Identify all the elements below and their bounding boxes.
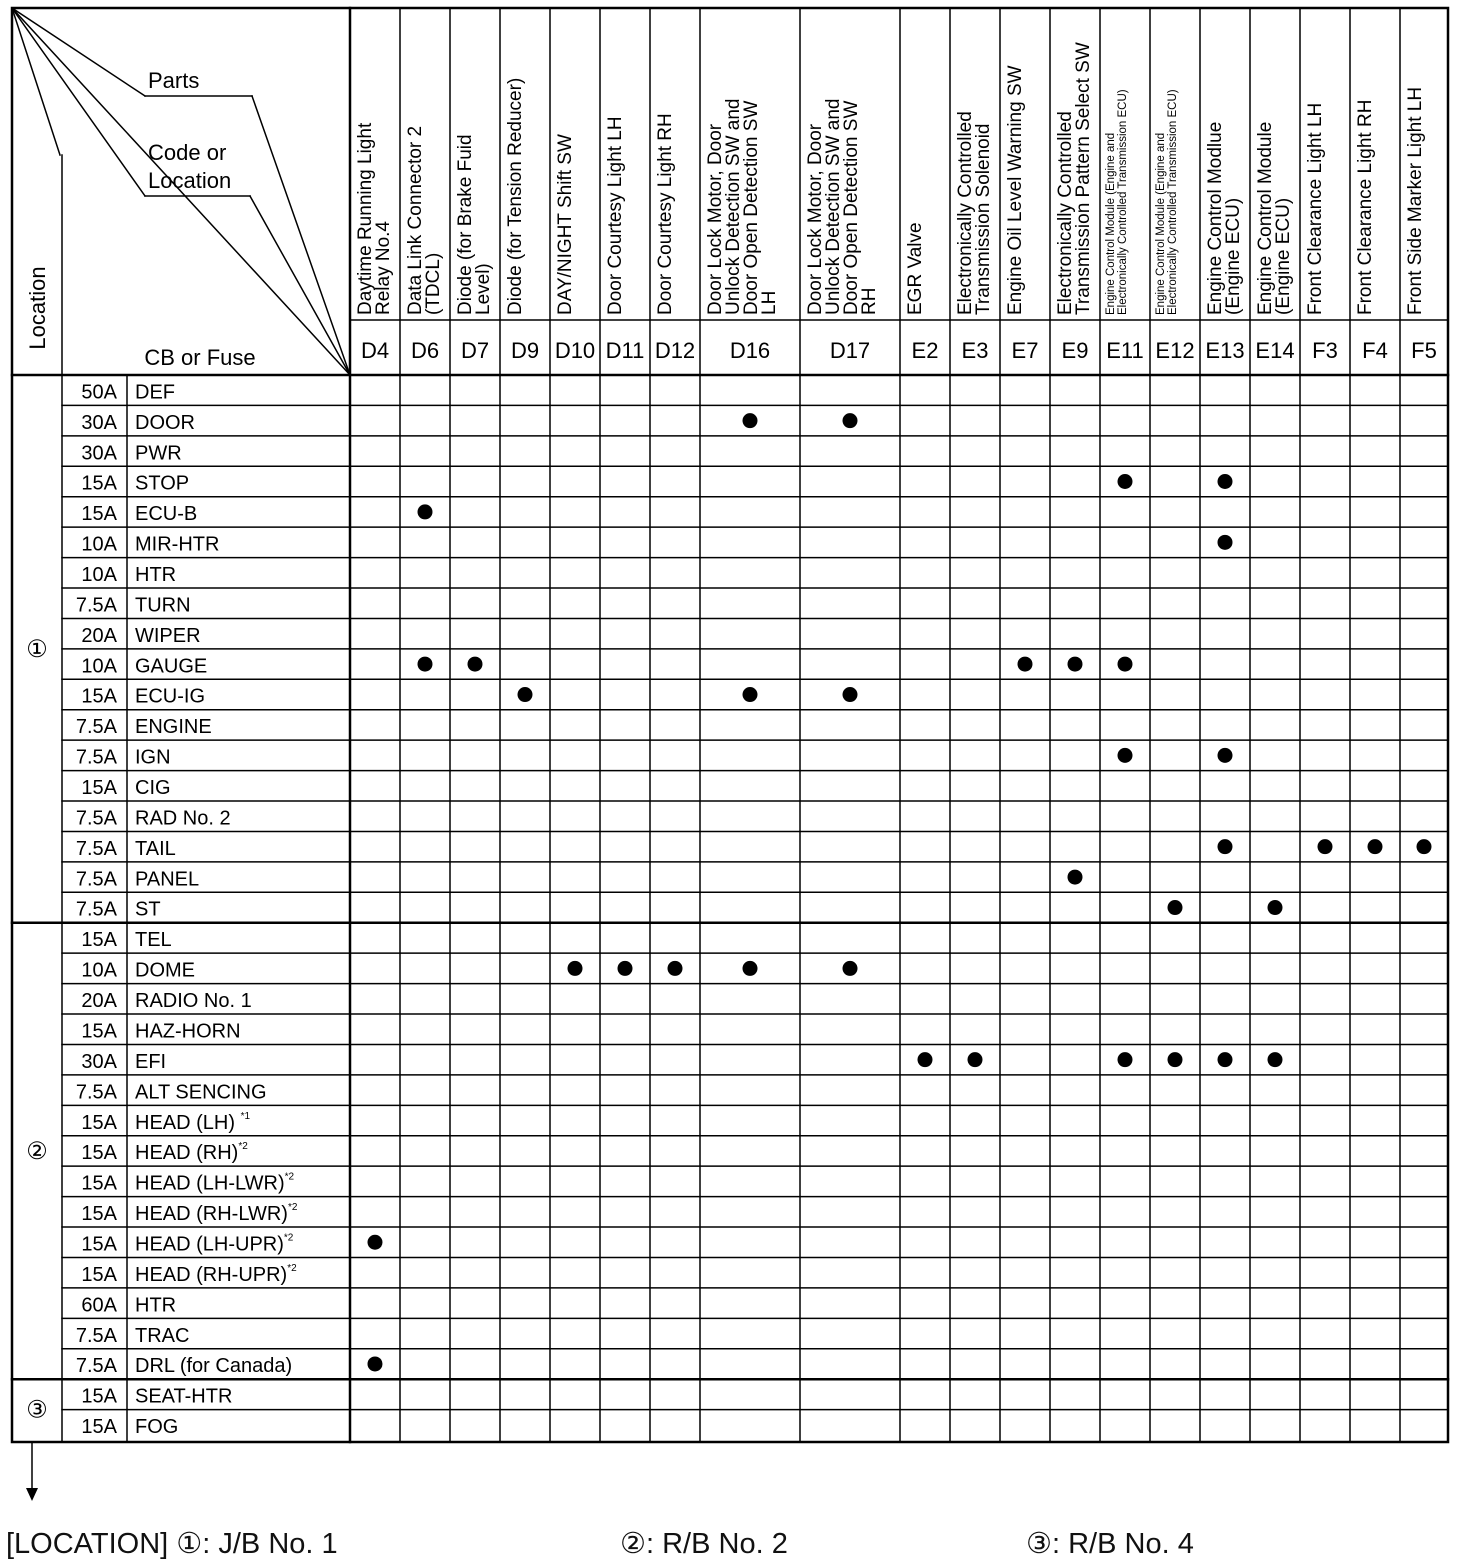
fuse-amperage: 15A xyxy=(81,1142,117,1165)
fuse-name: RADIO No. 1 xyxy=(135,990,252,1013)
column-code: E14 xyxy=(1255,338,1295,363)
fuse-name: HEAD (RH)$^{*2}$ xyxy=(135,1141,248,1165)
fuse-amperage: 15A xyxy=(81,503,117,526)
column-name: Engine Control Module (Engine and xyxy=(1155,132,1167,315)
column-name: Electronically Controlled Transmission ECU) xyxy=(1117,89,1129,315)
fuse-amperage: 7.5A xyxy=(75,898,117,921)
column-name: Engine Control Module (Engine and xyxy=(1105,132,1117,315)
column-name: Front Clearance Light RH xyxy=(1355,99,1376,315)
fuse-amperage: 10A xyxy=(81,564,117,587)
connection-dot xyxy=(1118,748,1133,763)
fuse-name: HEAD $(LH-LWR)^{*2}$ xyxy=(135,1171,295,1195)
fuse-name: HEAD $(LH-UPR)^{*2}$ xyxy=(135,1232,294,1256)
connection-dot xyxy=(918,1052,933,1067)
column-name: Electronically Controlled xyxy=(1055,111,1076,315)
location-arrow-head xyxy=(26,1488,38,1501)
code-label: Code or xyxy=(148,140,227,165)
fuse-name: ST xyxy=(135,898,161,921)
fuse-amperage: 15A xyxy=(81,1111,117,1134)
fuse-amperage: 10A xyxy=(81,959,117,982)
connection-dot xyxy=(368,1235,383,1250)
fuse-name: RAD No. 2 xyxy=(135,807,231,830)
column-name: Level) xyxy=(473,263,494,315)
column-name: Front Side Marker Light LH xyxy=(1405,86,1426,315)
location-group-label: ③ xyxy=(26,1396,48,1424)
column-name: Door Open Detection SW xyxy=(741,100,762,315)
column-name: Door Courtesy Light LH xyxy=(605,116,626,315)
legend-location-3: ③: R/B No. 4 xyxy=(1026,1528,1194,1560)
column-code: D7 xyxy=(460,338,490,363)
fuse-name: MIR-HTR xyxy=(135,533,220,556)
column-name: RH xyxy=(859,287,880,315)
legend-location-1: [LOCATION] ①: J/B No. 1 xyxy=(6,1528,338,1560)
connection-dot xyxy=(843,413,858,428)
fuse-amperage: 30A xyxy=(81,442,117,465)
column-code: D9 xyxy=(510,338,540,363)
fuse-name: EFI xyxy=(135,1050,167,1073)
fuse-amperage: 15A xyxy=(81,777,117,800)
connection-dot xyxy=(968,1052,983,1067)
fuse-name: DOME xyxy=(135,959,195,982)
column-code: D10 xyxy=(554,338,596,363)
connection-dot xyxy=(418,504,433,519)
column-code: F5 xyxy=(1411,338,1437,363)
column-code: E11 xyxy=(1106,338,1144,363)
fuse-name: ECU-IG xyxy=(135,685,205,708)
column-code: E13 xyxy=(1205,338,1245,363)
connection-dot xyxy=(1068,870,1083,885)
fuse-name: TAIL xyxy=(135,837,176,860)
connection-dot xyxy=(1218,1052,1233,1067)
fuse-amperage: 7.5A xyxy=(75,807,117,830)
fuse-name: HTR xyxy=(135,1294,177,1317)
column-name: Engine Control Module xyxy=(1255,121,1276,315)
connection-dot xyxy=(743,687,758,702)
fuse-amperage: 7.5A xyxy=(75,594,117,617)
location-label: Location xyxy=(25,266,50,350)
legend-location-2: ②: R/B No. 2 xyxy=(620,1528,788,1560)
fuse-name: IGN xyxy=(135,746,171,769)
connection-dot xyxy=(1368,839,1383,854)
connection-dot xyxy=(468,657,483,672)
fuse-name: GAUGE xyxy=(135,655,208,678)
connection-dot xyxy=(618,961,633,976)
diagonal-line xyxy=(12,8,145,96)
column-name: Diode (for Brake Fuid xyxy=(455,134,476,315)
connection-dot xyxy=(1118,657,1133,672)
column-name: EGR Valve xyxy=(905,222,926,315)
column-name: Door Lock Motor, Door xyxy=(705,123,726,315)
connection-dot xyxy=(1168,900,1183,915)
connection-dot xyxy=(843,687,858,702)
fuse-amperage: 15A xyxy=(81,1233,117,1256)
column-code: E2 xyxy=(911,338,939,363)
fuse-name: HEAD $(RH-LWR)^{*2}$ xyxy=(135,1202,298,1226)
location-legend xyxy=(6,1526,1466,1562)
connection-dot xyxy=(743,961,758,976)
column-code: D17 xyxy=(829,338,871,363)
location-code-label: Location xyxy=(148,168,232,193)
fuse-name: PWR xyxy=(135,442,182,465)
column-code: E9 xyxy=(1061,338,1089,363)
fuse-name: HEAD (LH) $^{*1}$ xyxy=(135,1110,251,1134)
fuse-name: HEAD $(RH-UPR)^{*2}$ xyxy=(135,1262,297,1286)
fuse-amperage: 20A xyxy=(81,990,117,1013)
column-name: (Engine ECU) xyxy=(1273,197,1294,315)
fuse-name: ALT SENCING xyxy=(135,1081,267,1104)
connection-dot xyxy=(368,1356,383,1371)
diagonal-line xyxy=(252,96,350,375)
fuse-name: WIPER xyxy=(135,624,201,647)
fuse-amperage: 30A xyxy=(81,1050,117,1073)
column-name: Relay No.4 xyxy=(373,221,394,315)
fuse-amperage: 7.5A xyxy=(75,746,117,769)
fuse-name: PANEL xyxy=(135,868,200,891)
connection-dot xyxy=(418,657,433,672)
column-code: F4 xyxy=(1362,338,1388,363)
connection-dot xyxy=(1068,657,1083,672)
connection-dot xyxy=(1118,1052,1133,1067)
column-name: (Engine ECU) xyxy=(1223,197,1244,315)
fuse-amperage: 7.5A xyxy=(75,1081,117,1104)
column-name: Door Lock Motor, Door xyxy=(805,123,826,315)
connection-dot xyxy=(1218,535,1233,550)
column-name: Door Open Detection SW xyxy=(841,100,862,315)
fuse-name: TRAC xyxy=(135,1324,190,1347)
fuse-amperage: 30A xyxy=(81,411,117,434)
fuse-amperage: 15A xyxy=(81,1385,117,1408)
connection-dot xyxy=(568,961,583,976)
column-code: D11 xyxy=(605,338,645,363)
fuse-amperage: 15A xyxy=(81,1263,117,1286)
fuse-amperage: 10A xyxy=(81,655,117,678)
column-name: Transmission Pattern Select SW xyxy=(1073,42,1094,315)
column-code: E7 xyxy=(1011,338,1039,363)
fuse-amperage: 15A xyxy=(81,685,117,708)
fuse-amperage: 15A xyxy=(81,1020,117,1043)
fuse-amperage: 7.5A xyxy=(75,1355,117,1378)
column-name: Unlock Detection SW and xyxy=(823,98,844,315)
fuse-amperage: 15A xyxy=(81,1172,117,1195)
parts-label: Parts xyxy=(148,68,200,93)
connection-dot xyxy=(743,413,758,428)
column-code: D16 xyxy=(729,338,771,363)
fuse-amperage: 20A xyxy=(81,624,117,647)
connection-dot xyxy=(1417,839,1432,854)
fuse-name: HTR xyxy=(135,564,177,587)
fuse-amperage: 50A xyxy=(81,381,117,404)
location-group-label: ① xyxy=(26,635,48,663)
fuse-amperage: 60A xyxy=(81,1294,117,1317)
column-name: Transmission Solenoid xyxy=(973,123,994,315)
fuse-amperage: 7.5A xyxy=(75,1324,117,1347)
diagonal-line xyxy=(250,196,350,375)
connection-dot xyxy=(1218,748,1233,763)
column-name: (TDCL) xyxy=(423,252,444,315)
connection-dot xyxy=(1018,657,1033,672)
column-name: Daytime Running Light xyxy=(355,122,376,315)
fuse-name: DOOR xyxy=(135,411,195,434)
fuse-amperage: 15A xyxy=(81,929,117,952)
fuse-amperage: 10A xyxy=(81,533,117,556)
column-name: Electronically Controlled xyxy=(955,111,976,315)
column-name: Diode (for Tension Reducer) xyxy=(505,77,526,315)
column-name: LH xyxy=(759,290,780,315)
connection-dot xyxy=(518,687,533,702)
connection-dot xyxy=(1218,839,1233,854)
connection-dot xyxy=(1168,1052,1183,1067)
connection-dot xyxy=(1218,474,1233,489)
column-name: Data Link Connector 2 xyxy=(405,125,426,315)
column-name: Door Courtesy Light RH xyxy=(655,113,676,315)
fuse-name: CIG xyxy=(135,777,171,800)
location-group-label: ② xyxy=(26,1137,48,1165)
connection-dot xyxy=(1268,1052,1283,1067)
fuse-name: FOG xyxy=(135,1416,179,1439)
connection-dot xyxy=(843,961,858,976)
fuse-name: DEF xyxy=(135,381,175,404)
connection-dot xyxy=(1318,839,1333,854)
fuse-name: STOP xyxy=(135,472,190,495)
fuse-amperage: 15A xyxy=(81,1203,117,1226)
fuse-amperage: 15A xyxy=(81,472,117,495)
column-name: DAY/NIGHT Shift SW xyxy=(555,134,576,315)
fuse-name: ECU-B xyxy=(135,503,198,526)
fuse-name: TEL xyxy=(135,929,172,952)
column-code: D4 xyxy=(360,338,390,363)
fuse-amperage: 7.5A xyxy=(75,716,117,739)
fuse-name: DRL (for Canada) xyxy=(135,1355,293,1378)
column-name: Engine Control Modlue xyxy=(1205,121,1226,315)
fuse-name: SEAT-HTR xyxy=(135,1385,233,1408)
column-code: F3 xyxy=(1312,338,1338,363)
column-code: D12 xyxy=(654,338,696,363)
connection-dot xyxy=(1118,474,1133,489)
column-code: E12 xyxy=(1155,338,1195,363)
fuse-name: ENGINE xyxy=(135,716,212,739)
column-code: D6 xyxy=(410,338,440,363)
diagonal-line xyxy=(12,8,60,155)
diagonal-line xyxy=(12,8,145,196)
connection-dot xyxy=(668,961,683,976)
column-name: Electronically Controlled Transmission ECU) xyxy=(1167,89,1179,315)
column-name: Front Clearance Light LH xyxy=(1305,102,1326,315)
fuse-name: TURN xyxy=(135,594,191,617)
fuse-name: HAZ-HORN xyxy=(135,1020,241,1043)
column-code: E3 xyxy=(961,338,989,363)
fuse-amperage: 7.5A xyxy=(75,837,117,860)
fuse-amperage: 15A xyxy=(81,1416,117,1439)
column-name: Unlock Detection SW and xyxy=(723,98,744,315)
cb-fuse-label: CB or Fuse xyxy=(144,345,256,370)
column-name: Engine Oil Level Warning SW xyxy=(1005,65,1026,315)
fuse-amperage: 7.5A xyxy=(75,868,117,891)
connection-dot xyxy=(1268,900,1283,915)
